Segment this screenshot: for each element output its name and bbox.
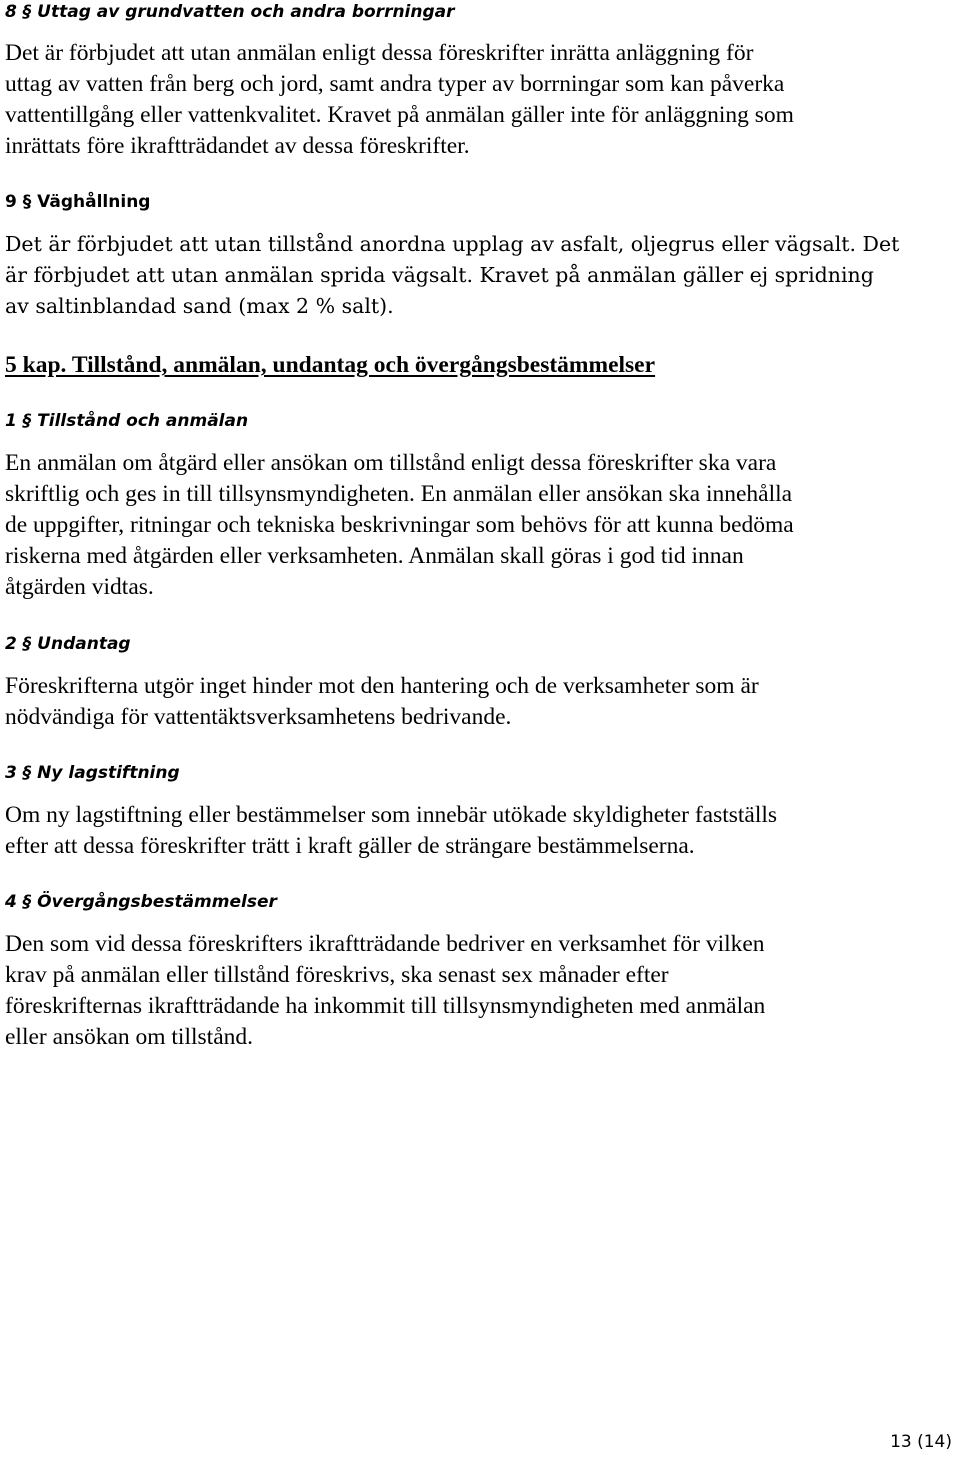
section-9-paragraph	[5, 229, 950, 322]
paragraph-line: de uppgifter, ritningar och tekniska beskrivningar som behövs för att kunna bedöma	[5, 512, 794, 538]
paragraph-line: inrättats före ikraftträdandet av dessa föreskrifter.	[5, 133, 470, 159]
section-heading-3: 3 § Ny lagstiftning	[5, 763, 180, 783]
section-heading-4: 4 § Övergångsbestämmelser	[5, 892, 277, 912]
section-heading-8: 8 § Uttag av grundvatten och andra borrningar	[5, 2, 455, 22]
section-heading-1: 1 § Tillstånd och anmälan	[5, 411, 249, 431]
paragraph-line: Den som vid dessa föreskrifters ikraftträdande bedriver en verksamhet för vilken	[5, 931, 765, 957]
paragraph-line: är förbjudet att utan anmälan sprida vägsalt. Kravet på anmälan gäller ej spridning	[5, 263, 874, 287]
section-heading-2: 2 § Undantag	[5, 634, 131, 654]
paragraph-line: efter att dessa föreskrifter trätt i kraft gäller de strängare bestämmelserna.	[5, 833, 695, 859]
paragraph-line: åtgärden vidtas.	[5, 574, 154, 600]
paragraph-line: Det är förbjudet att utan tillstånd anordna upplag av asfalt, oljegrus eller vägsalt. Det	[5, 232, 900, 256]
paragraph-line: krav på anmälan eller tillstånd föreskrivs, ska senast sex månader efter	[5, 962, 669, 988]
paragraph-line: skriftlig och ges in till tillsynsmyndigheten. En anmälan eller ansökan ska innehålla	[5, 481, 793, 507]
paragraph-line: Föreskrifterna utgör inget hinder mot den hantering och de verksamheter som är	[5, 673, 759, 699]
section-4-paragraph	[5, 929, 950, 1053]
paragraph-line: Det är förbjudet att utan anmälan enligt dessa föreskrifter inrätta anläggning för	[5, 40, 754, 66]
chapter-title: 5 kap. Tillstånd, anmälan, undantag och övergångsbestämmelser	[5, 352, 656, 378]
section-3-paragraph	[5, 800, 950, 862]
paragraph-line: En anmälan om åtgärd eller ansökan om tillstånd enligt dessa föreskrifter ska vara	[5, 450, 777, 476]
paragraph-line: uttag av vatten från berg och jord, samt andra typer av borrningar som kan påverka	[5, 71, 785, 97]
section-2-paragraph	[5, 671, 950, 733]
paragraph-line: föreskrifternas ikraftträdande ha inkommit till tillsynsmyndigheten med anmälan	[5, 993, 766, 1019]
paragraph-line: eller ansökan om tillstånd.	[5, 1024, 254, 1050]
section-8-paragraph	[5, 38, 950, 162]
page-number: 13 (14)	[890, 1432, 952, 1452]
section-heading-9: 9 § Väghållning	[5, 192, 151, 212]
paragraph-line: vattentillgång eller vattenkvalitet. Kravet på anmälan gäller inte för anläggning som	[5, 102, 794, 128]
paragraph-line: av saltinblandad sand (max 2 % salt).	[5, 294, 394, 318]
section-1-paragraph	[5, 448, 950, 603]
paragraph-line: nödvändiga för vattentäktsverksamhetens bedrivande.	[5, 704, 512, 730]
paragraph-line: Om ny lagstiftning eller bestämmelser som innebär utökade skyldigheter fastställs	[5, 802, 778, 828]
paragraph-line: riskerna med åtgärden eller verksamheten. Anmälan skall göras i god tid innan	[5, 543, 744, 569]
